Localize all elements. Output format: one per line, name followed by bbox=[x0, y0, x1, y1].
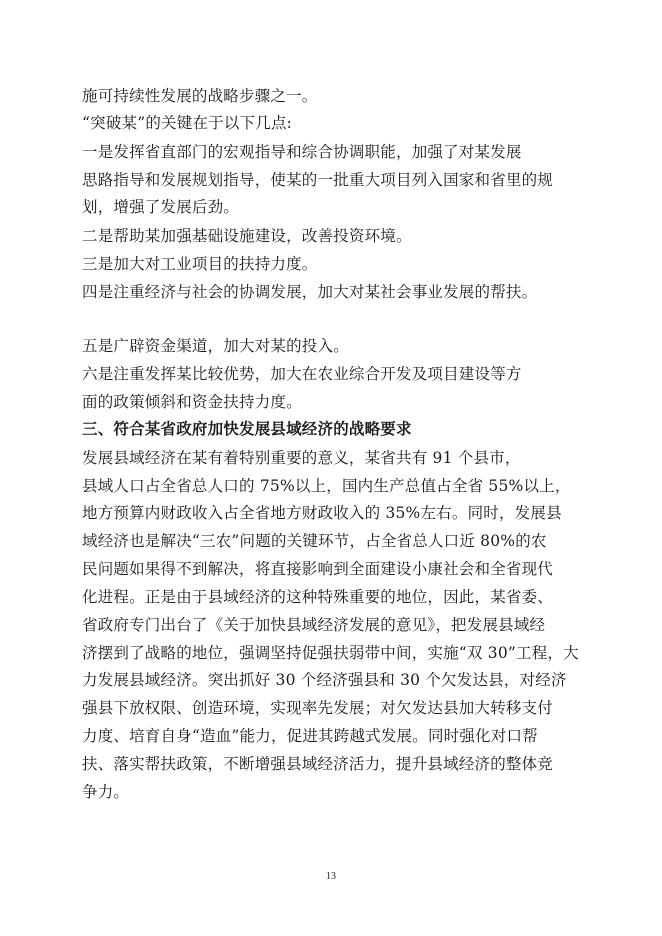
paragraph-line: 争力。 bbox=[82, 783, 130, 801]
paragraph-line: 三是加大对工业项目的扶持力度。 bbox=[82, 255, 318, 273]
paragraph-line: 强县下放权限、创造环境，实现率先发展；对欠发达县加大转移支付 bbox=[82, 699, 554, 717]
paragraph-line: 四是注重经济与社会的协调发展，加大对某社会事业发展的帮扶。 bbox=[82, 283, 538, 301]
paragraph-line: 扶、落实帮扶政策，不断增强县域经济活力，提升县域经济的整体竞 bbox=[82, 755, 554, 773]
paragraph-line: 济摆到了战略的地位，强调坚持促强扶弱带中间，实施“双 30”工程，大 bbox=[82, 644, 579, 662]
paragraph-line: 民问题如果得不到解决，将直接影响到全面建设小康社会和全省现代 bbox=[82, 560, 554, 578]
paragraph-line: 发展县域经济在某有着特别重要的意义，某省共有 91 个县市， bbox=[82, 449, 521, 467]
paragraph-line: 地方预算内财政收入占全省地方财政收入的 35%左右。同时，发展县 bbox=[82, 504, 562, 522]
paragraph-line: 划，增强了发展后劲。 bbox=[82, 198, 240, 216]
paragraph-line: 施可持续性发展的战略步骤之一。 bbox=[82, 87, 318, 105]
paragraph-line: 二是帮助某加强基础设施建设，改善投资环境。 bbox=[82, 227, 412, 245]
paragraph-line: 六是注重发挥某比较优势，加大在农业综合开发及项目建设等方 bbox=[82, 365, 522, 383]
paragraph-line: 力发展县域经济。突出抓好 30 个经济强县和 30 个欠发达县，对经济 bbox=[82, 671, 567, 689]
paragraph-line: 化进程。正是由于县域经济的这种特殊重要的地位，因此，某省委、 bbox=[82, 588, 554, 606]
paragraph-line: “突破某”的关键在于以下几点: bbox=[82, 114, 293, 132]
paragraph-line: 思路指导和发展规划指导，使某的一批重大项目列入国家和省里的规 bbox=[82, 171, 554, 189]
paragraph-line: 力度、培育自身“造血”能力，促进其跨越式发展。同时强化对口帮 bbox=[82, 727, 538, 745]
paragraph-line: 省政府专门出台了《关于加快县域经济发展的意见》，把发展县域经 bbox=[82, 616, 546, 634]
paragraph-line: 五是广辟资金渠道，加大对某的投入。 bbox=[82, 337, 349, 355]
paragraph-line: 一是发挥省直部门的宏观指导和综合协调职能，加强了对某发展 bbox=[82, 143, 522, 161]
paragraph-line: 面的政策倾斜和资金扶持力度。 bbox=[82, 393, 302, 411]
section-heading: 三、符合某省政府加快发展县域经济的战略要求 bbox=[82, 419, 412, 438]
paragraph-line: 县域人口占全省总人口的 75%以上，国内生产总值占全省 55%以上， bbox=[82, 477, 571, 495]
page-number: 13 bbox=[326, 871, 336, 882]
paragraph-line: 域经济也是解决“三农”问题的关键环节，占全省总人口近 80%的农 bbox=[82, 532, 547, 550]
